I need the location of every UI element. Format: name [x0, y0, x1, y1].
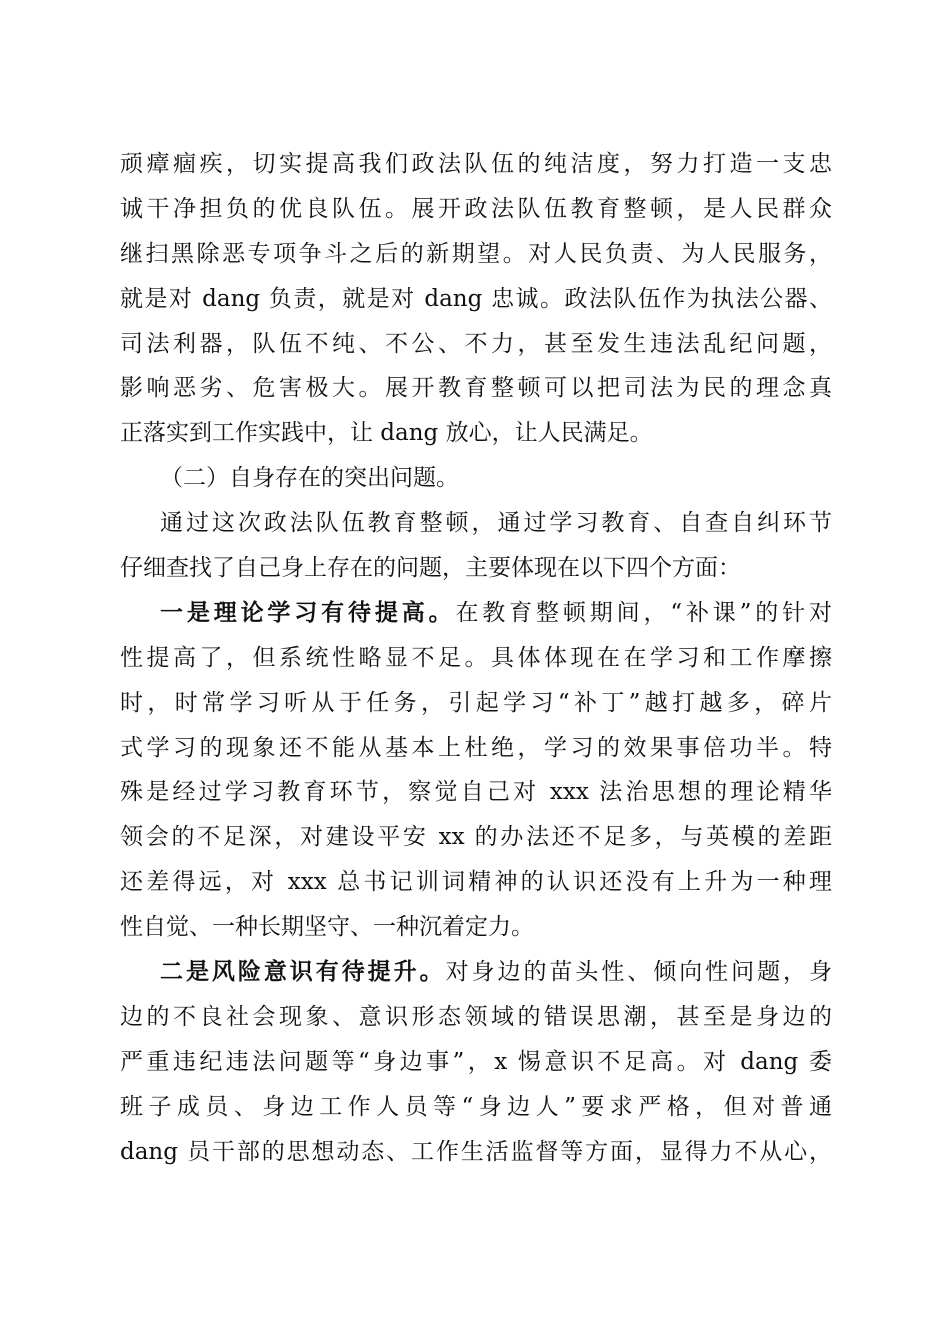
text-line [120, 501, 832, 546]
text-line [120, 142, 832, 187]
line-text: 殊是经过学习教育环节，察觉自己对 xxx 法治思想的理论精华 [120, 779, 832, 806]
text-line [120, 277, 832, 322]
line-text: 严重违纪违法问题等“身边事”，x 惕意识不足高。对 dang 委 [120, 1048, 832, 1075]
line-text: 性提高了，但系统性略显不足。具体体现在在学习和工作摩擦 [120, 644, 832, 671]
bold-lead-phrase: 一是理论学习有待提高。 [160, 598, 456, 626]
text-line [120, 905, 832, 950]
text-line [120, 681, 832, 726]
text-line [120, 950, 832, 995]
text-line [120, 591, 832, 636]
line-text: 通过这次政法队伍教育整顿，通过学习教育、自查自纠环节 [160, 510, 832, 537]
text-line [120, 770, 832, 815]
text-line [120, 322, 832, 367]
line-text: 继扫黑除恶专项争斗之后的新期望。对人民负责、为人民服务， [120, 240, 832, 267]
text-line [120, 187, 832, 232]
text-line [120, 726, 832, 771]
text-line [120, 636, 832, 681]
text-line [120, 995, 832, 1040]
line-text: 时，时常学习听从于任务，引起学习“补丁”越打越多，碎片 [120, 689, 832, 716]
text-line [120, 232, 832, 277]
line-text: 式学习的现象还不能从基本上杜绝，学习的效果事倍功半。特 [120, 734, 832, 761]
text-line [120, 456, 832, 501]
text-line [120, 1040, 832, 1085]
line-text: 对身边的苗头性、倾向性问题，身 [445, 959, 833, 986]
line-text: 班子成员、身边工作人员等“身边人”要求严格，但对普通 [120, 1093, 832, 1120]
text-line [120, 411, 832, 456]
line-text: （二）自身存在的突出问题。 [160, 465, 459, 492]
line-text: 领会的不足深，对建设平安 xx 的办法还不足多，与英模的差距 [120, 824, 832, 851]
document-body [120, 142, 832, 1174]
text-line [120, 366, 832, 411]
text-line [120, 815, 832, 860]
text-line [120, 546, 832, 591]
line-text: 影响恶劣、危害极大。展开教育整顿可以把司法为民的理念真 [120, 375, 832, 402]
line-text: 诚干净担负的优良队伍。展开政法队伍教育整顿，是人民群众 [120, 195, 832, 222]
line-text: 在教育整顿期间，“补课”的针对 [455, 599, 832, 626]
text-line [120, 860, 832, 905]
line-text: 正落实到工作实践中，让 dang 放心，让人民满足。 [120, 420, 653, 447]
line-text: 还差得远，对 xxx 总书记训词精神的认识还没有上升为一种理 [120, 869, 832, 896]
text-line [120, 1130, 832, 1175]
line-text: 就是对 dang 负责，就是对 dang 忠诚。政法队伍作为执法公器、 [120, 285, 832, 312]
line-text: dang 员干部的思想动态、工作生活监督等方面，显得力不从心， [120, 1138, 832, 1165]
line-text: 司法利器，队伍不纯、不公、不力，甚至发生违法乱纪问题， [120, 330, 832, 357]
text-line [120, 1085, 832, 1130]
line-text: 性自觉、一种长期坚守、一种沉着定力。 [120, 914, 534, 941]
line-text: 仔细查找了自己身上存在的问题，主要体现在以下四个方面： [120, 555, 741, 582]
bold-lead-phrase: 二是风险意识有待提升。 [160, 958, 446, 986]
line-text: 顽瘴痼疾，切实提高我们政法队伍的纯洁度，努力打造一支忠 [120, 151, 832, 177]
line-text: 边的不良社会现象、意识形态领域的错误思潮，甚至是身边的 [120, 1003, 832, 1030]
